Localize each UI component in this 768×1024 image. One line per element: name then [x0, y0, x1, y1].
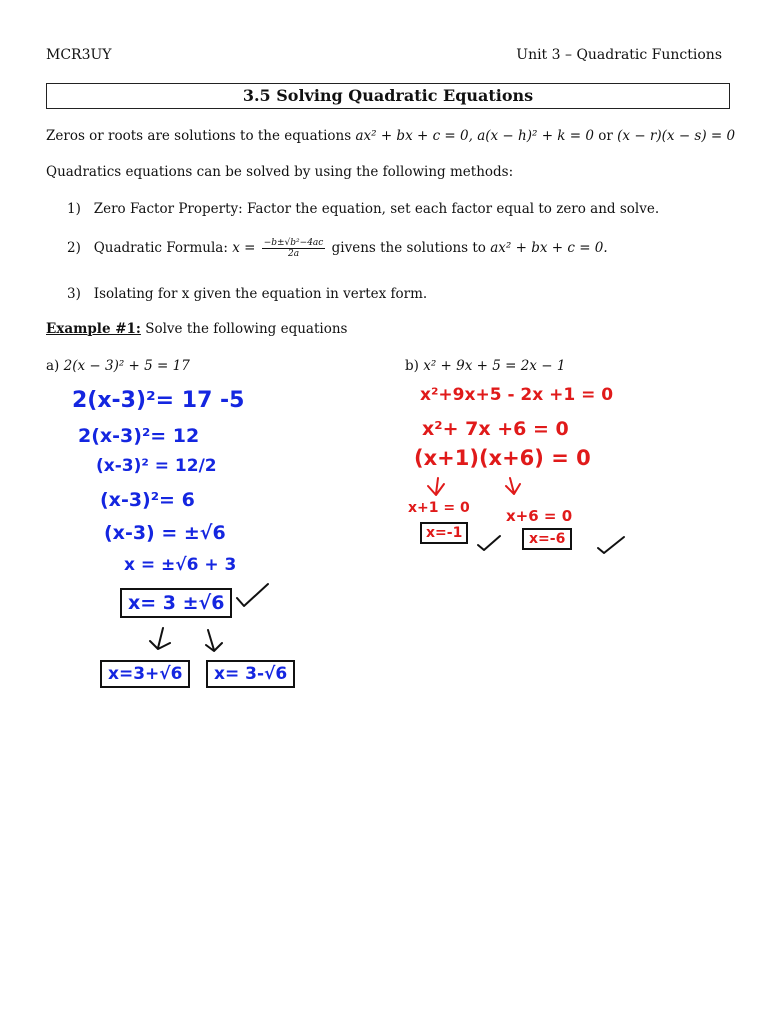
check-mark-icon [598, 537, 624, 553]
method-number: 1) [67, 201, 81, 217]
course-code: MCR3UY [46, 47, 112, 63]
arrow-down-icon [506, 478, 520, 494]
unit-title: Unit 3 – Quadratic Functions [516, 47, 722, 63]
or-text: or [598, 128, 613, 144]
formula-denominator: 2a [287, 249, 300, 259]
answer-box: x= 3-√6 [206, 660, 295, 688]
part-label: a) [46, 358, 60, 374]
boxed-solution: x= 3 ±√6 [120, 588, 232, 618]
method-text: Isolating for x given the equation in vertex form. [93, 286, 428, 302]
method-text: Zero Factor Property: Factor the equation, set each factor equal to zero and solve. [93, 201, 660, 217]
work-step: (x-3)² = 12/2 [96, 456, 217, 476]
part-label: b) [405, 358, 419, 374]
check-mark-icon [237, 584, 268, 606]
formula-numerator: −b±√b²−4ac [263, 238, 324, 248]
example-text: Solve the following equations [145, 321, 348, 337]
work-step: (x-3) = ±√6 [104, 522, 226, 544]
x-equals: x = [232, 240, 256, 256]
answer-box: x=3+√6 [100, 660, 190, 688]
zeros-text: Zeros or roots are solutions to the equations [46, 128, 352, 144]
method-text-post: givens the solutions to [331, 240, 486, 256]
method-number: 2) [67, 240, 81, 256]
work-step: x²+ 7x +6 = 0 [422, 418, 569, 440]
standard-form-eq: ax² + bx + c = 0. [490, 240, 608, 256]
part-equation: x² + 9x + 5 = 2x − 1 [423, 358, 566, 374]
method-number: 3) [67, 286, 81, 302]
work-step: 2(x-3)²= 12 [78, 425, 200, 447]
work-step: (x+1)(x+6) = 0 [414, 446, 591, 470]
page-title: 3.5 Solving Quadratic Equations [46, 83, 730, 109]
answer-box: x=-1 [420, 522, 468, 544]
factored-form-eq: (x − r)(x − s) = 0 [617, 128, 736, 144]
method-text: Quadratic Formula: [93, 240, 228, 256]
part-equation: 2(x − 3)² + 5 = 17 [63, 358, 190, 374]
arrow-down-icon [150, 628, 170, 649]
arrow-down-icon [428, 478, 444, 495]
case-equation: x+6 = 0 [506, 507, 573, 525]
work-step: x = ±√6 + 3 [124, 555, 237, 575]
example-label: Example #1: [46, 321, 141, 337]
methods-intro: Quadratics equations can be solved by using the following methods: [46, 164, 514, 180]
work-step: x²+9x+5 - 2x +1 = 0 [420, 385, 614, 405]
standard-form-eq: ax² + bx + c = 0, [355, 128, 473, 144]
check-mark-icon [478, 536, 500, 550]
vertex-form-eq: a(x − h)² + k = 0 [477, 128, 594, 144]
work-step: 2(x-3)²= 17 -5 [72, 388, 245, 413]
arrow-down-icon [206, 630, 222, 651]
case-equation: x+1 = 0 [408, 500, 470, 516]
work-step: (x-3)²= 6 [100, 489, 195, 511]
answer-box: x=-6 [522, 528, 572, 550]
